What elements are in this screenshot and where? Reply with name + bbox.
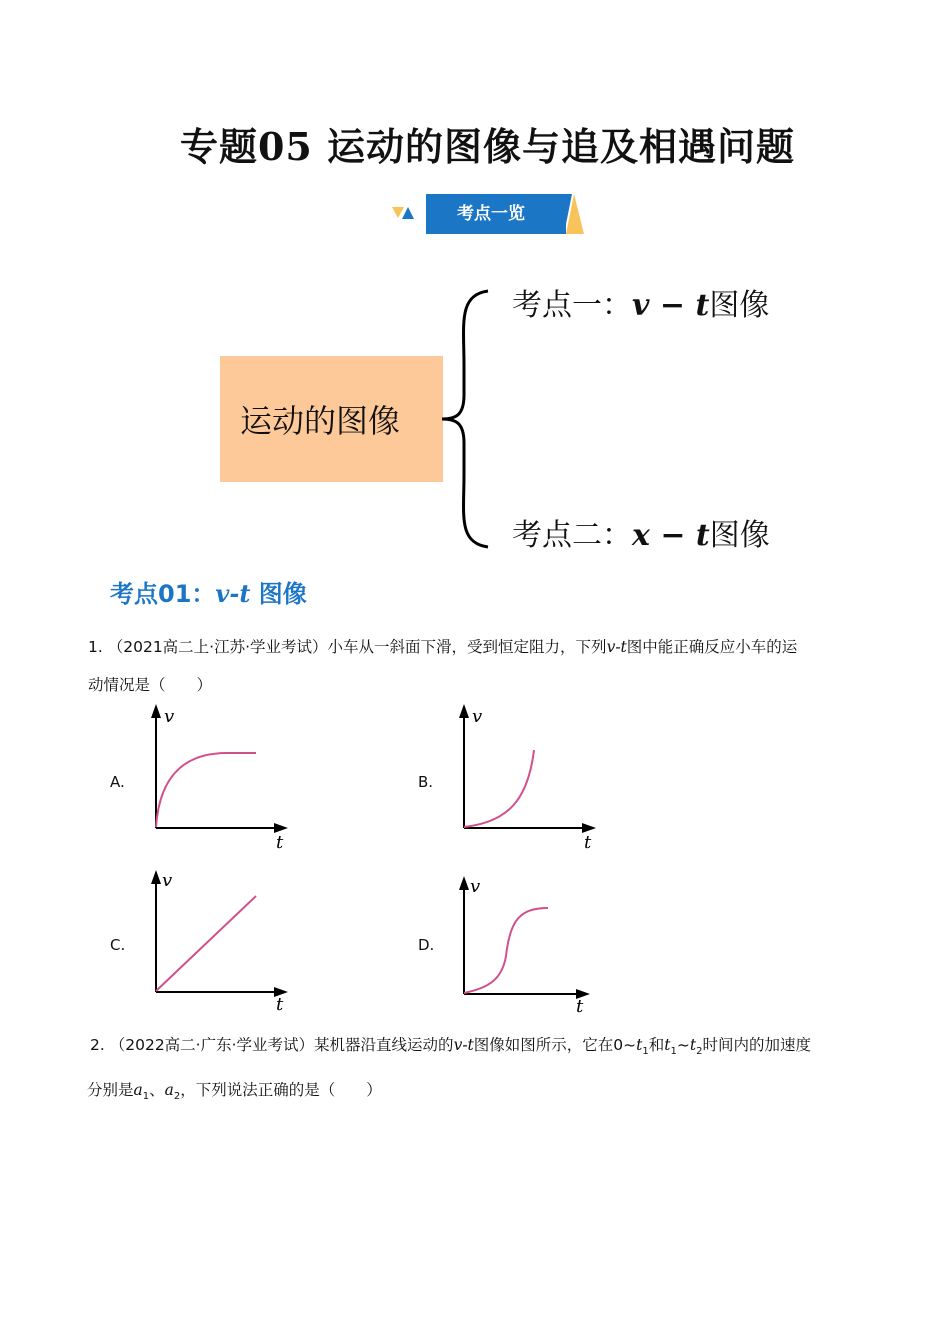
question-1-source: （2021高二上·江苏·学业考试） [107, 638, 328, 656]
axis-x-label: t [276, 994, 284, 1015]
option-b-graph[interactable] [448, 700, 608, 850]
question-1 [88, 628, 868, 704]
curve-b [464, 750, 534, 827]
question-2-number: 2. [90, 1036, 105, 1054]
question-2-line-1: 2. （2022高二·广东·学业考试）某机器沿直线运动的v-t图像如图所示，它在$0\sim t_1$和$t_1\sim t_2$时间内的加速度 [90, 1036, 812, 1058]
badge-tail-icon [556, 194, 584, 234]
axis-y-label: v [470, 876, 481, 897]
axis-x-label: t [276, 832, 284, 850]
section-prefix: 考点01： [110, 580, 216, 608]
axis-x-label: t [576, 996, 584, 1017]
mindmap-branch-2 [512, 510, 770, 554]
branch-1-math: v − t [632, 288, 710, 323]
curve-a [156, 753, 256, 827]
branch-2-suffix: 图像 [709, 518, 770, 553]
option-d-graph[interactable] [448, 872, 608, 1022]
section-suffix: 图像 [258, 580, 307, 608]
page-title: 专题05 运动的图像与追及相遇问题 [179, 124, 796, 169]
question-2-source: （2022高二·广东·学业考试） [109, 1036, 315, 1054]
option-a-graph[interactable] [140, 700, 300, 850]
section-math: v-t [215, 579, 251, 608]
section-heading [110, 574, 307, 609]
option-c-label[interactable]: C. [110, 936, 126, 954]
branch-2-math: x − t [632, 518, 710, 553]
question-2 [87, 1026, 870, 1116]
question-1-text-b: 图中能正确反应小车的运 [626, 638, 798, 656]
axis-y-label: v [472, 706, 483, 727]
mindmap-root-label: 运动的图像 [240, 402, 401, 440]
question-2-text-a: 某机器沿直线运动的 [314, 1036, 454, 1054]
curve-c [156, 896, 256, 991]
branch-1-suffix: 图像 [709, 288, 770, 323]
option-c-graph[interactable] [140, 866, 300, 1016]
question-2-text-b: 图像如图所示，它在0~ [473, 1036, 637, 1054]
curly-brace-icon [438, 285, 492, 553]
question-1-math: v-t [606, 638, 627, 656]
question-1-number: 1. [88, 638, 103, 656]
option-b-label[interactable]: B. [418, 773, 434, 791]
curve-d [464, 908, 548, 993]
question-1-line-1 [88, 628, 868, 666]
branch-2-prefix: 考点二： [512, 518, 632, 553]
overview-badge: 考点一览 [426, 194, 566, 234]
question-2-line-2: 分别是$a_1$、$a_2$，下列说法正确的是（ ） [87, 1081, 382, 1103]
decor-triangle-blue-icon [402, 207, 414, 219]
option-a-label[interactable]: A. [110, 773, 125, 791]
axis-x-label: t [584, 832, 592, 850]
axis-y-label: v [162, 870, 173, 891]
question-1-text-a: 小车从一斜面下滑，受到恒定阻力，下列 [327, 638, 607, 656]
mindmap-branch-1 [512, 280, 769, 324]
question-1-line-2: 动情况是（ ） [88, 676, 213, 694]
option-d-label[interactable]: D. [418, 936, 435, 954]
axis-y-label: v [164, 706, 175, 727]
branch-1-prefix: 考点一： [512, 288, 632, 323]
question-2-math: v-t [453, 1036, 474, 1054]
